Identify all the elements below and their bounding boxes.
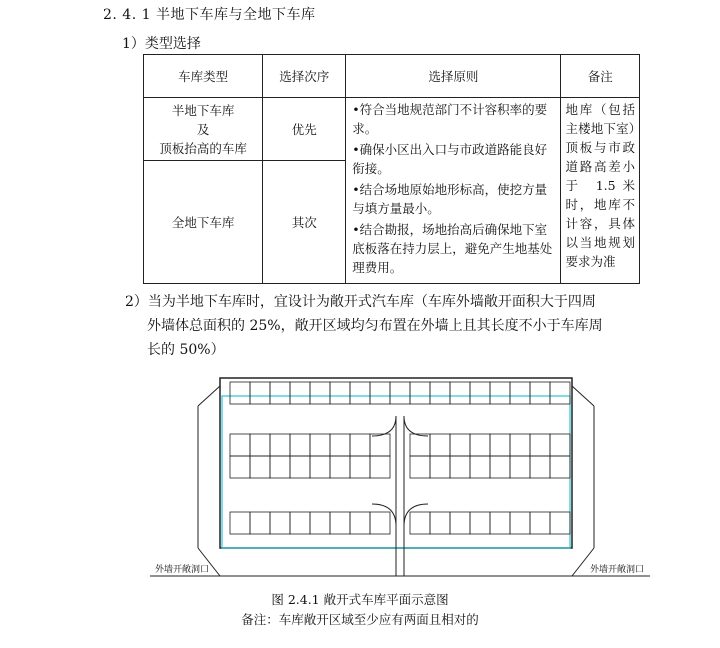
parking-stall xyxy=(490,382,510,404)
parking-stall xyxy=(450,512,470,534)
parking-stall xyxy=(530,456,550,478)
parking-stall xyxy=(230,434,250,456)
parking-stall xyxy=(470,382,490,404)
parking-stall xyxy=(490,456,510,478)
parking-stall xyxy=(370,456,390,478)
figure-caption: 图 2.4.1 敞开式车库平面示意图 xyxy=(271,592,449,607)
parking-stall xyxy=(450,434,470,456)
parking-stall xyxy=(310,382,330,404)
parking-stall xyxy=(310,512,330,534)
cell-type-full: 全地下车库 xyxy=(144,161,263,284)
parking-stall xyxy=(330,456,350,478)
garage-plan-figure xyxy=(150,376,650,586)
parking-stall xyxy=(290,434,310,456)
parking-stall xyxy=(430,512,450,534)
subsection-heading: 1）类型选择 xyxy=(122,36,201,52)
parking-stall xyxy=(450,382,470,404)
parking-stall xyxy=(250,382,270,404)
parking-stall xyxy=(270,382,290,404)
parking-stall xyxy=(550,512,570,534)
parking-stall xyxy=(370,512,390,534)
parking-stall xyxy=(330,434,350,456)
label-left-opening: 外墙开敞洞口 xyxy=(155,565,210,575)
selection-table xyxy=(143,54,640,284)
parking-stall xyxy=(310,456,330,478)
parking-stall xyxy=(290,456,310,478)
header-order: 选择次序 xyxy=(263,55,346,98)
cell-type-semi: 半地下车库 及 顶板抬高的车库 xyxy=(144,98,263,161)
principle-item: •结合勘报，场地抬高后确保地下室底板落在持力层上，避免产生地基处理费用。 xyxy=(352,222,553,275)
parking-stall xyxy=(490,512,510,534)
principle-item: •符合当地规范部门不计容积率的要求。 xyxy=(352,102,548,136)
parking-stall xyxy=(230,512,250,534)
parking-stall xyxy=(430,456,450,478)
parking-stall xyxy=(270,456,290,478)
parking-stall xyxy=(350,456,370,478)
parking-stall xyxy=(330,512,350,534)
parking-stall xyxy=(250,434,270,456)
parking-stall xyxy=(370,434,390,456)
principle-item: •结合场地原始地形标高，使挖方量与填方量最小。 xyxy=(352,182,548,216)
cell-note: 地库（包括主楼地下室）顶板与市政道路高差小于 1.5米时，地库不计容，具体以当地规划要求为准 xyxy=(561,98,640,284)
parking-stall xyxy=(530,512,550,534)
parking-stall xyxy=(250,512,270,534)
header-type: 车库类型 xyxy=(144,55,263,98)
parking-stall xyxy=(410,434,430,456)
parking-stall xyxy=(490,434,510,456)
parking-stall xyxy=(410,512,430,534)
parking-stall xyxy=(230,456,250,478)
label-right-opening: 外墙开敞洞口 xyxy=(590,565,645,575)
parking-stall xyxy=(470,434,490,456)
cell-principles xyxy=(346,98,561,284)
parking-stall xyxy=(370,382,390,404)
principle-item: •确保小区出入口与市政道路能良好衔接。 xyxy=(352,142,548,176)
parking-stall xyxy=(410,382,430,404)
paragraph-2: 2）当为半地下车库时，宜设计为敞开式汽车库（车库外墙敞开面积大于四周 外墙体总面积的 25%，敞开区域均匀布置在外墙上且其长度不小于车库周 长的 50%） xyxy=(125,294,603,358)
header-principle: 选择原则 xyxy=(346,55,561,98)
parking-stall xyxy=(450,456,470,478)
parking-stall xyxy=(550,382,570,404)
parking-stall xyxy=(230,382,250,404)
parking-stall xyxy=(290,382,310,404)
parking-stall xyxy=(530,434,550,456)
parking-stall xyxy=(550,434,570,456)
parking-stall xyxy=(350,382,370,404)
parking-stall xyxy=(430,382,450,404)
parking-stall xyxy=(550,456,570,478)
parking-stall xyxy=(290,512,310,534)
parking-stall xyxy=(470,456,490,478)
parking-stall xyxy=(430,434,450,456)
table-header-row xyxy=(144,55,640,98)
parking-stall xyxy=(510,456,530,478)
parking-stall xyxy=(250,456,270,478)
section-heading: 2. 4. 1 半地下车库与全地下车库 xyxy=(103,7,316,23)
parking-stall xyxy=(270,434,290,456)
parking-stall xyxy=(390,382,410,404)
parking-stall xyxy=(510,382,530,404)
figure-note: 备注：车库敞开区域至少应有两面且相对的 xyxy=(241,612,479,627)
parking-stall xyxy=(350,512,370,534)
parking-stall xyxy=(470,512,490,534)
parking-stall xyxy=(410,456,430,478)
parking-stall xyxy=(510,434,530,456)
parking-stall xyxy=(270,512,290,534)
parking-stall xyxy=(330,382,350,404)
parking-stall xyxy=(510,512,530,534)
parking-stall xyxy=(350,434,370,456)
table-row xyxy=(144,98,640,161)
cell-order-second: 其次 xyxy=(263,161,346,284)
parking-stall xyxy=(530,382,550,404)
cell-order-first: 优先 xyxy=(263,98,346,161)
parking-stall xyxy=(310,434,330,456)
header-note: 备注 xyxy=(561,55,640,98)
